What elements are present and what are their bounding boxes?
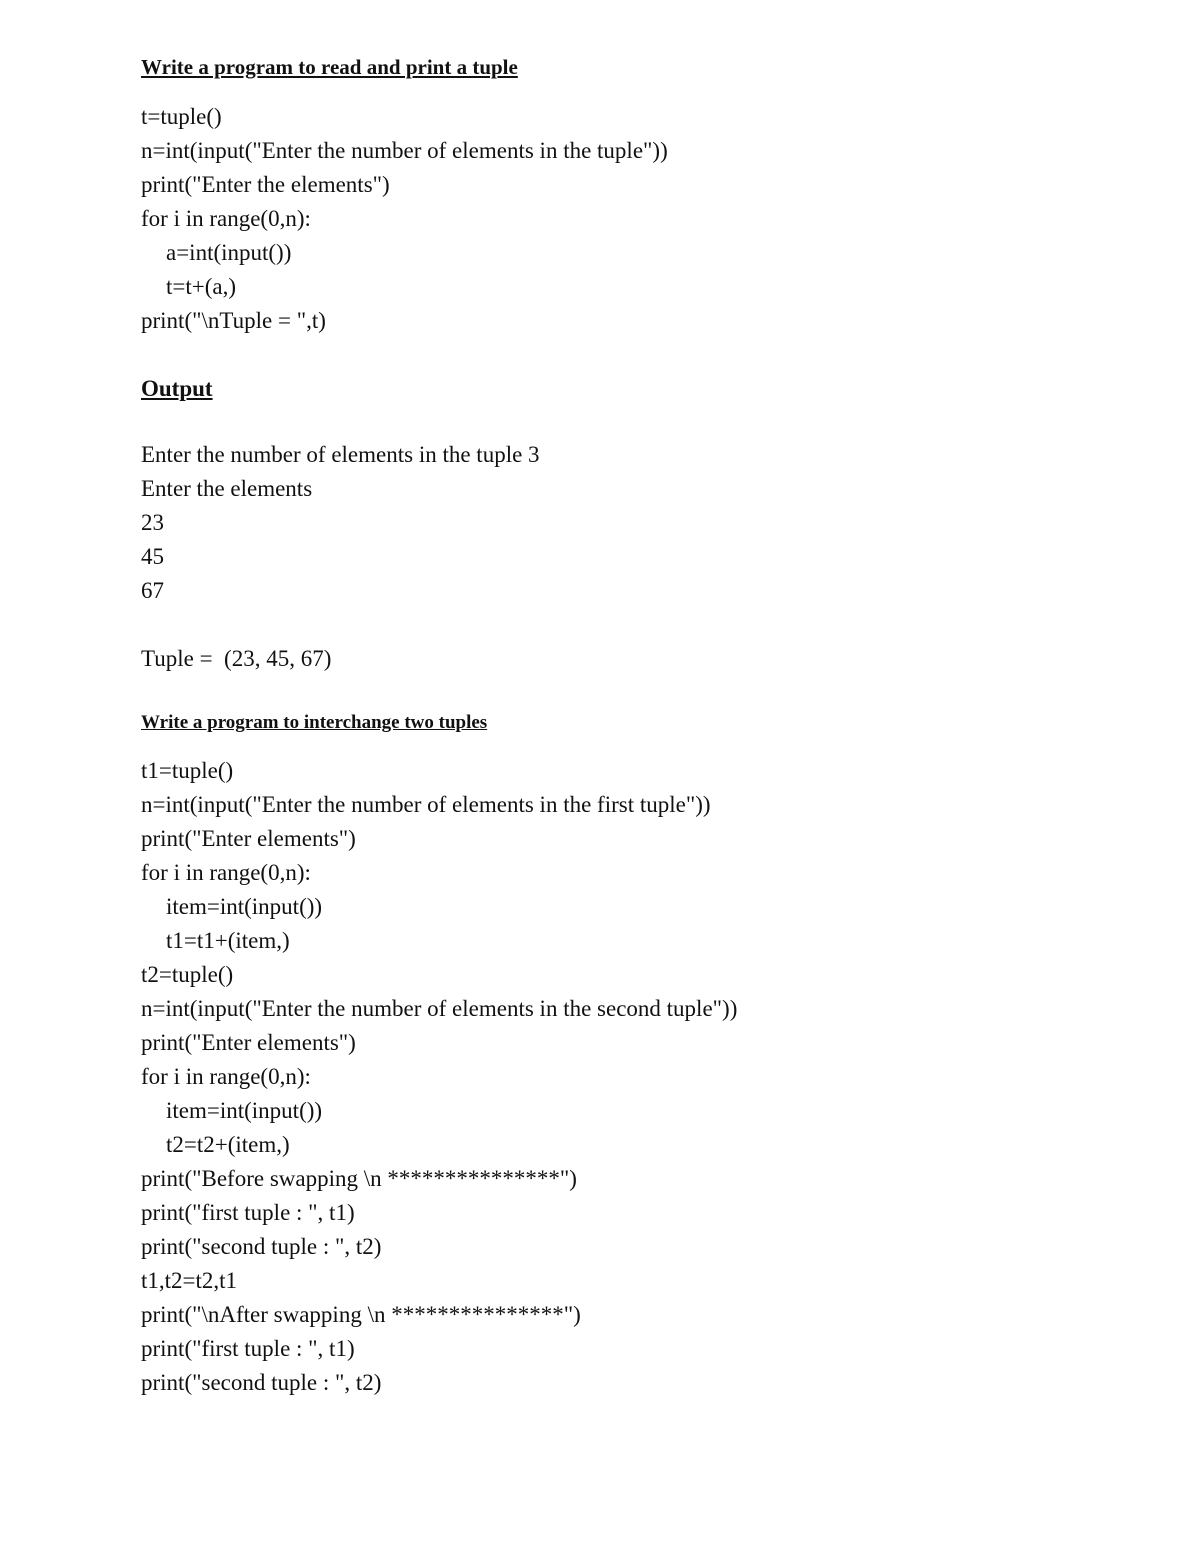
document-page: [141, 50, 1141, 1400]
output-line: 23: [141, 510, 164, 535]
code-line: print("\nAfter swapping \n ***************"): [141, 1302, 581, 1327]
code-line: for i in range(0,n):: [141, 1064, 311, 1089]
code-line: print("first tuple : ", t1): [141, 1336, 355, 1361]
code-line: t1,t2=t2,t1: [141, 1268, 238, 1293]
output-result: Tuple = (23, 45, 67): [141, 646, 332, 671]
code-line: n=int(input("Enter the number of elements in the second tuple")): [141, 996, 738, 1021]
output-line: Enter the number of elements in the tuple 3: [141, 442, 540, 467]
output-heading: Output: [141, 376, 213, 401]
code-line: t2=t2+(item,): [166, 1132, 290, 1157]
code-line: print("Enter elements"): [141, 826, 356, 851]
code-line: n=int(input("Enter the number of elements in the tuple")): [141, 138, 668, 163]
code-line: print("\nTuple = ",t): [141, 308, 326, 333]
output-line: 67: [141, 578, 164, 603]
code-line: t1=tuple(): [141, 758, 234, 783]
code-line: n=int(input("Enter the number of elements in the first tuple")): [141, 792, 711, 817]
code-line: t=t+(a,): [166, 274, 236, 299]
code-line: print("second tuple : ", t2): [141, 1234, 382, 1259]
code-line: print("first tuple : ", t1): [141, 1200, 355, 1225]
code-line: item=int(input()): [166, 894, 323, 919]
section2-heading: Write a program to interchange two tuples: [141, 712, 488, 733]
code-line: t2=tuple(): [141, 962, 234, 987]
section1-heading: Write a program to read and print a tuple: [141, 55, 518, 79]
code-line: t=tuple(): [141, 104, 222, 129]
output-lines: [141, 438, 1141, 676]
code-line: a=int(input()): [166, 240, 292, 265]
code-line: item=int(input()): [166, 1098, 323, 1123]
output-line: 45: [141, 544, 164, 569]
code-line: print("Before swapping \n ***************"): [141, 1166, 577, 1191]
section1-code: [141, 100, 1141, 338]
code-line: print("Enter elements"): [141, 1030, 356, 1055]
code-line: print("Enter the elements"): [141, 172, 390, 197]
output-line: Enter the elements: [141, 476, 313, 501]
code-line: t1=t1+(item,): [166, 928, 290, 953]
code-line: for i in range(0,n):: [141, 860, 311, 885]
code-line: print("second tuple : ", t2): [141, 1370, 382, 1395]
section2-code: [141, 754, 1141, 1400]
code-line: for i in range(0,n):: [141, 206, 311, 231]
